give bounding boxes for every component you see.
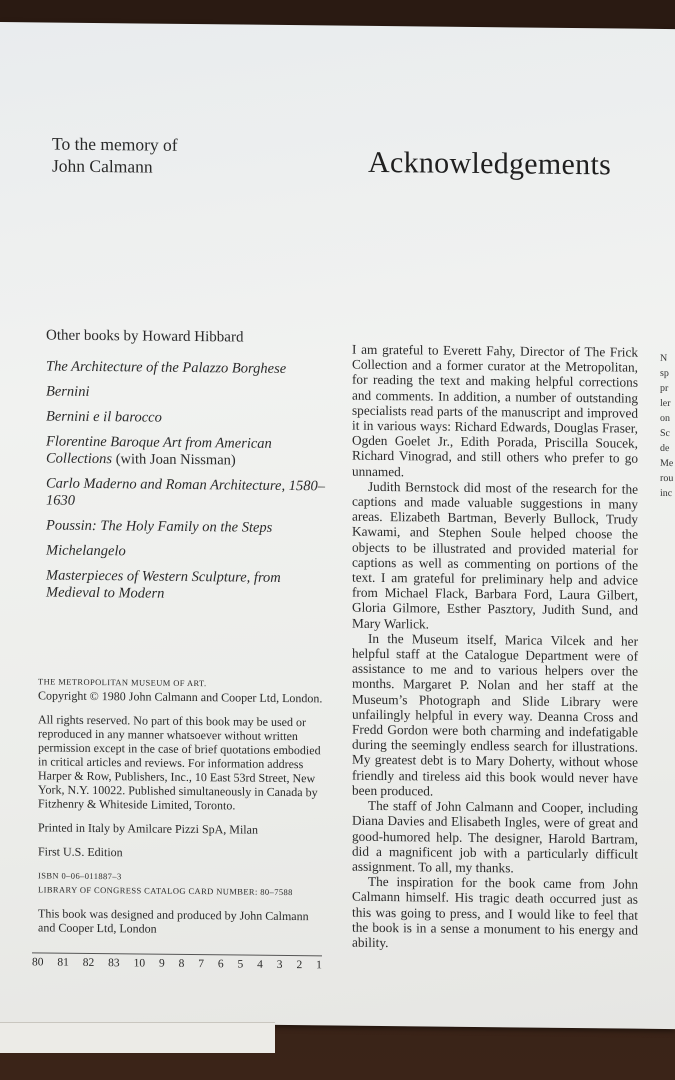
- printing-number: 5: [237, 958, 244, 971]
- designed-line: This book was designed and produced by John Calmann and Cooper Ltd, London: [38, 906, 309, 936]
- book-title: Carlo Maderno and Roman Architecture, 1580–1630: [46, 475, 325, 509]
- other-books-list: [46, 327, 336, 612]
- printing-number: 82: [82, 956, 95, 969]
- printing-number: 6: [217, 958, 224, 971]
- book-title: Florentine Baroque Art from American Collections (with Joan Nissman): [46, 433, 272, 469]
- copyright-line: Copyright © 1980 John Calmann and Cooper Ltd, London.: [38, 688, 323, 706]
- isbn-line: ISBN 0–06–011887–3: [38, 870, 122, 882]
- printing-number: 81: [57, 956, 69, 969]
- printing-number: 7: [198, 958, 204, 971]
- printing-number: 8: [178, 957, 185, 970]
- acknowledgements-text: [352, 342, 638, 953]
- acknowledgement-paragraph: In the Museum itself, Marica Vilcek and her helpful staff at the Catalogue Department were of assistance to me and to various helpers over the months. Margaret P. Nolan and her staff at the Museum’s Photograph and Slide Library were unfailingly helpful in every way. Deanna Cross and Fredd Gordon were both charming and indefatigable during the seemingly endless search for illustrations. My greatest debt is to Mary Doherty, without whose friendly and tireless aid this book would never have been produced.: [352, 630, 638, 799]
- book-page: [0, 22, 675, 1029]
- printing-number: 83: [108, 957, 120, 970]
- book-title: Michelangelo: [46, 542, 126, 560]
- acknowledgement-paragraph: Judith Bernstock did most of the research for the captions and made valuable suggestions in many areas. Elizabeth Bartman, Beverly Bullock, Trudy Kawami, and Stephen Soule helped choose the objects to be illustrated and provided material for captions as well as commenting on portions of the text. I am grateful for preliminary help and advice from Michael Flack, Barbara Ford, Laura Gilbert, Gloria Gilmore, Esther Pasztory, Judith Sund, and Mary Warlick.: [352, 478, 638, 632]
- printing-number: 3: [276, 958, 283, 971]
- book-title: Bernini e il barocco: [46, 408, 162, 426]
- printing-number: 10: [133, 957, 146, 970]
- acknowledgement-paragraph: The staff of John Calmann and Cooper, including Diana Davies and Elisabeth Ingles, were of great and good-humored help. The designer, Harold Bartram, did a magnificent job with a particularly difficult assignment. To all, my thanks.: [352, 797, 638, 876]
- printed-line: Printed in Italy by Amilcare Pizzi SpA, Milan: [38, 820, 258, 837]
- edition-line: First U.S. Edition: [38, 844, 123, 860]
- lccn-line: LIBRARY OF CONGRESS CATALOG CARD NUMBER: 80–7588: [38, 884, 293, 898]
- lower-page-edge: [0, 1022, 275, 1053]
- book-title: Poussin: The Holy Family on the Steps: [46, 517, 273, 536]
- rights-notice: All rights reserved. No part of this book may be used or reproduced in any manner whatsoever without written permission except in the case of brief quotations embodied in critical articles and reviews. For information address Harper & Row, Publishers, Inc., 10 East 53rd Street, New York, N.Y. 10022. Published simultaneously in Canada by Fitzhenry & Whiteside Limited, Toronto.: [38, 712, 321, 813]
- dedication: [52, 133, 178, 178]
- next-page-fragment: N sp pr ler on Sc de Me rou inc: [660, 352, 674, 500]
- dedication-line: To the memory of: [52, 133, 178, 155]
- printing-number: 2: [296, 959, 303, 972]
- page-heading: Acknowledgements: [368, 145, 612, 182]
- printing-number: 9: [158, 957, 165, 970]
- dedication-line: John Calmann: [52, 155, 153, 177]
- book-title: The Architecture of the Palazzo Borghese: [46, 358, 287, 377]
- acknowledgement-paragraph: The inspiration for the book came from John Calmann himself. His tragic death occurred just as this was going to press, and I would like to feel that the book is in a sense a monument to his energy and ability.: [352, 873, 638, 950]
- copyright-imprint: [38, 674, 328, 947]
- printing-number: 1: [316, 959, 322, 972]
- printing-number: 4: [257, 958, 263, 971]
- book-note: (with Joan Nissman): [112, 451, 236, 469]
- museum-name: THE METROPOLITAN MUSEUM OF ART.: [38, 676, 207, 689]
- other-books-title: Other books by Howard Hibbard: [46, 327, 244, 346]
- acknowledgement-paragraph: I am grateful to Everett Fahy, Director of The Frick Collection and a former curator at the Metropolitan, for reading the text and making helpful corrections and comments. In addition, a number of outstanding specialists read parts of the manuscript and improved it in various ways: Richard Edwards, Douglas Fraser, Ogden Goelet Jr., Edith Porada, Priscilla Soucek, Richard Vinograd, and still others who prefer to go unnamed.: [352, 341, 638, 479]
- book-title: Bernini: [46, 383, 90, 400]
- printing-numbers: [32, 952, 322, 971]
- book-title: Masterpieces of Western Sculpture, from Medieval to Modern: [46, 567, 281, 602]
- printing-number: 80: [32, 956, 44, 969]
